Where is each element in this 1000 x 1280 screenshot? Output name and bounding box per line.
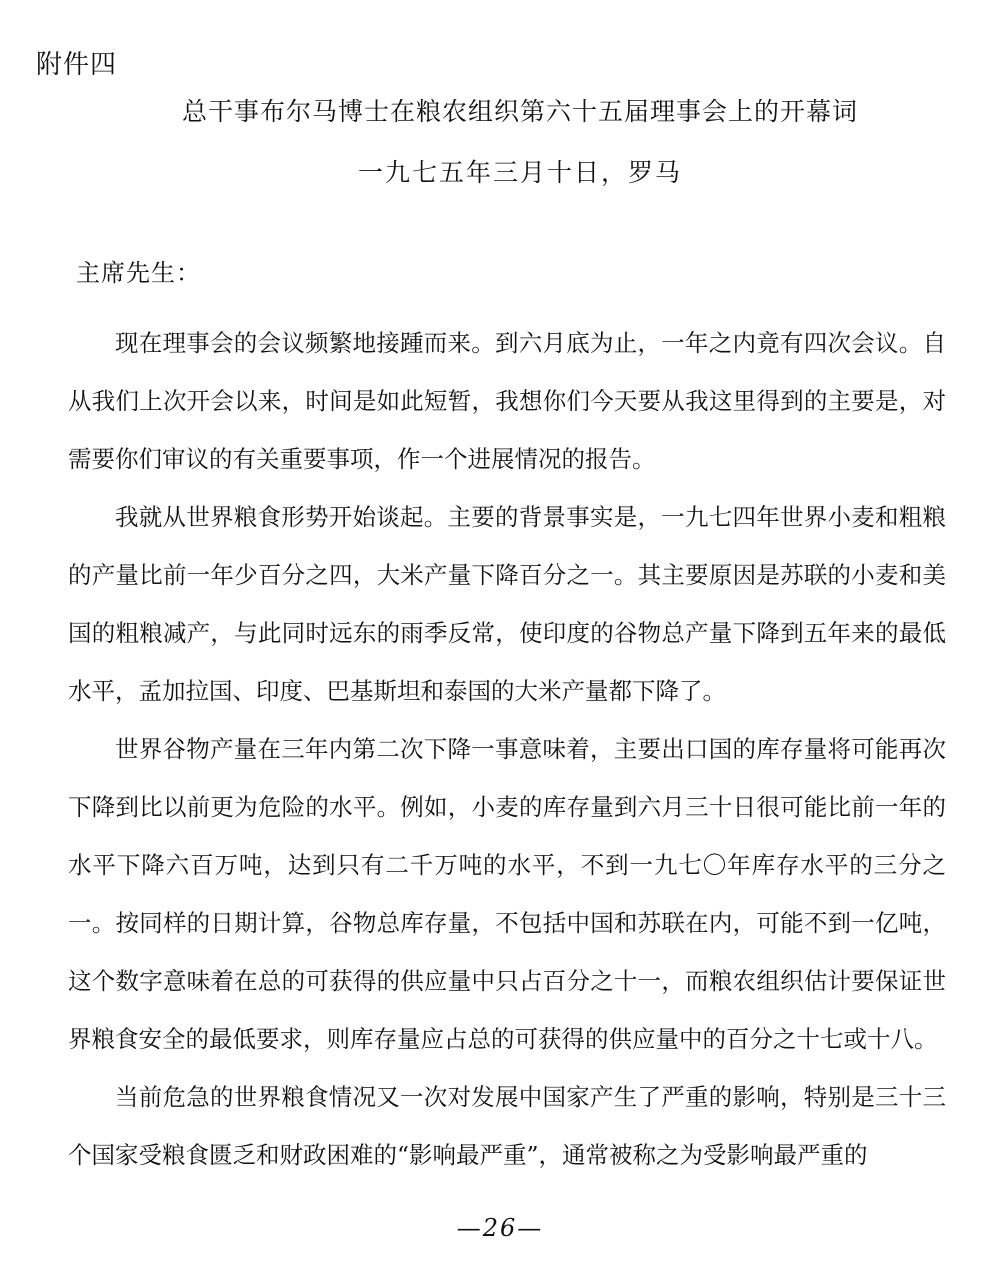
annex-label: 附件四 <box>36 50 118 80</box>
salutation: 主席先生： <box>76 259 201 287</box>
page-number: —26— <box>456 1214 544 1242</box>
paragraph: 当前危急的世界粮食情况又一次对发展中国家产生了严重的影响，特别是三十三个国家受粮食匮乏和财政困难的“影响最严重”，通常被称之为受影响最严重的 <box>68 1083 946 1169</box>
date-place: 一九七五年三月十日，罗马 <box>357 158 682 187</box>
paragraph: 世界谷物产量在三年内第二次下降一事意味着，主要出口国的库存量将可能再次下降到比以前更为危险的水平。例如，小麦的库存量到六月三十日很可能比前一年的水平下降六百万吨，达到只有二千万吨的水平，不到一九七〇年库存水平的三分之一。按同样的日期计算，谷物总库存量，不包括中国和苏联在内，可能不到一亿吨，这个数字意味着在总的可获得的供应量中只占百分之十一，而粮农组织估计要保证世界粮食安全的最低要求，则库存量应占总的可获得的供应量中的百分之十七或十八。 <box>68 735 946 1053</box>
paragraph: 我就从世界粮食形势开始谈起。主要的背景事实是，一九七四年世界小麦和粗粮的产量比前一年少百分之四，大米产量下降百分之一。其主要原因是苏联的小麦和美国的粗粮减产，与此同时远东的雨季反常，使印度的谷物总产量下降到五年来的最低水平，孟加拉国、印度、巴基斯坦和泰国的大米产量都下降了。 <box>68 503 946 705</box>
document-title: 总干事布尔马博士在粮农组织第六十五届理事会上的开幕词 <box>181 97 858 126</box>
body-text <box>68 314 946 1184</box>
paragraph: 现在理事会的会议频繁地接踵而来。到六月底为止，一年之内竟有四次会议。自从我们上次开会以来，时间是如此短暂，我想你们今天要从我这里得到的主要是，对需要你们审议的有关重要事项，作一个进展情况的报告。 <box>68 329 946 473</box>
